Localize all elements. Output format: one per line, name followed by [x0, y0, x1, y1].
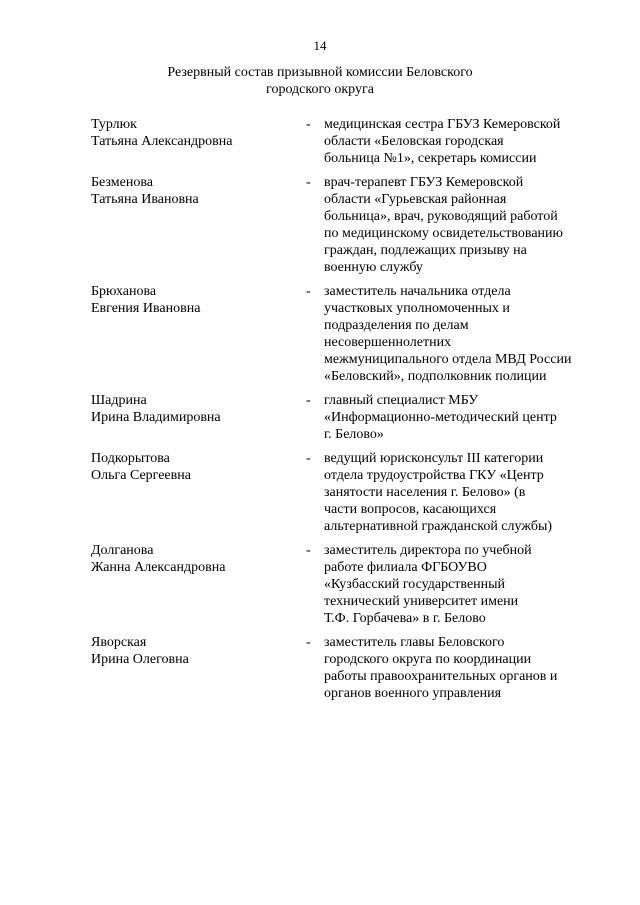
member-role: [324, 542, 611, 627]
member-given-names: Татьяна Ивановна: [91, 192, 199, 207]
member-name: [91, 283, 301, 317]
page-number: 14: [313, 38, 327, 53]
member-role: [324, 174, 611, 276]
member-name: [91, 392, 301, 426]
member-role-line: органов военного управления: [324, 686, 502, 701]
member-given-names: Ольга Сергеевна: [91, 468, 191, 483]
member-role-line: области «Гурьевская районная: [324, 192, 507, 207]
member-role-line: отдела трудоустройства ГКУ «Центр: [324, 468, 544, 483]
member-role: [324, 283, 611, 385]
title-line-1: Резервный состав призывной комиссии Беловского: [167, 65, 473, 80]
member-role-line: части вопросов, касающихся: [324, 502, 497, 517]
member-surname: Яворская: [91, 635, 147, 650]
member-surname: Подкорытова: [91, 451, 170, 466]
member-given-names: Жанна Александровна: [91, 560, 226, 575]
member-name: [91, 634, 301, 668]
member-role: [324, 450, 611, 535]
member-dash: -: [306, 451, 311, 466]
member-given-names: Ирина Олеговна: [91, 652, 189, 667]
member-entry: [91, 450, 611, 535]
member-dash: -: [306, 117, 311, 132]
member-role-line: заместитель главы Беловского: [324, 635, 505, 650]
member-given-names: Евгения Ивановна: [91, 301, 201, 316]
member-role-line: участковых уполномоченных и: [324, 301, 510, 316]
member-role-line: больница», врач, руководящий работой: [324, 209, 558, 224]
member-role-line: межмуниципального отдела МВД России: [324, 352, 572, 367]
member-role-line: технический университет имени: [324, 594, 519, 609]
member-role-line: подразделения по делам: [324, 318, 469, 333]
member-role-line: городского округа по координации: [324, 652, 532, 667]
member-dash: -: [306, 393, 311, 408]
member-role-line: «Беловский», подполковник полиции: [324, 369, 547, 384]
member-surname: Шадрина: [91, 393, 147, 408]
member-role-line: области «Беловская городская: [324, 134, 504, 149]
member-role-line: главный специалист МБУ: [324, 393, 479, 408]
member-entry: [91, 392, 611, 443]
member-dash: -: [306, 284, 311, 299]
member-dash: -: [306, 543, 311, 558]
member-role-line: несовершеннолетних: [324, 335, 452, 350]
member-role: [324, 116, 611, 167]
member-role-line: военную службу: [324, 260, 423, 275]
title-line-2: городского округа: [266, 82, 374, 97]
member-name: [91, 542, 301, 576]
member-role-line: г. Белово»: [324, 427, 384, 442]
member-role-line: врач-терапевт ГБУЗ Кемеровской: [324, 175, 524, 190]
member-name: [91, 174, 301, 208]
members-list: [91, 116, 611, 702]
document-title: [0, 64, 640, 98]
member-role-line: «Информационно-методический центр: [324, 410, 557, 425]
member-surname: Безменова: [91, 175, 153, 190]
member-entry: [91, 174, 611, 276]
member-role: [324, 634, 611, 702]
member-role-line: работе филиала ФГБОУВО: [324, 560, 487, 575]
member-entry: [91, 542, 611, 627]
member-role-line: Т.Ф. Горбачева» в г. Белово: [324, 611, 486, 626]
member-role-line: работы правоохранительных органов и: [324, 669, 558, 684]
member-role-line: ведущий юрисконсульт III категории: [324, 451, 544, 466]
member-role-line: граждан, подлежащих призыву на: [324, 243, 527, 258]
member-entry: [91, 116, 611, 167]
member-role: [324, 392, 611, 443]
member-given-names: Татьяна Александровна: [91, 134, 233, 149]
member-role-line: по медицинскому освидетельствованию: [324, 226, 564, 241]
member-name: [91, 450, 301, 484]
member-role-line: больница №1», секретарь комиссии: [324, 151, 537, 166]
member-surname: Турлюк: [91, 117, 137, 132]
member-name: [91, 116, 301, 150]
member-dash: -: [306, 635, 311, 650]
member-role-line: заместитель директора по учебной: [324, 543, 532, 558]
member-entry: [91, 283, 611, 385]
member-role-line: заместитель начальника отдела: [324, 284, 511, 299]
member-surname: Долганова: [91, 543, 154, 558]
member-surname: Брюханова: [91, 284, 157, 299]
member-given-names: Ирина Владимировна: [91, 410, 221, 425]
member-role-line: альтернативной гражданской службы): [324, 519, 553, 534]
member-dash: -: [306, 175, 311, 190]
member-role-line: медицинская сестра ГБУЗ Кемеровской: [324, 117, 561, 132]
member-entry: [91, 634, 611, 702]
member-role-line: «Кузбасский государственный: [324, 577, 506, 592]
member-role-line: занятости населения г. Белово» (в: [324, 485, 526, 500]
